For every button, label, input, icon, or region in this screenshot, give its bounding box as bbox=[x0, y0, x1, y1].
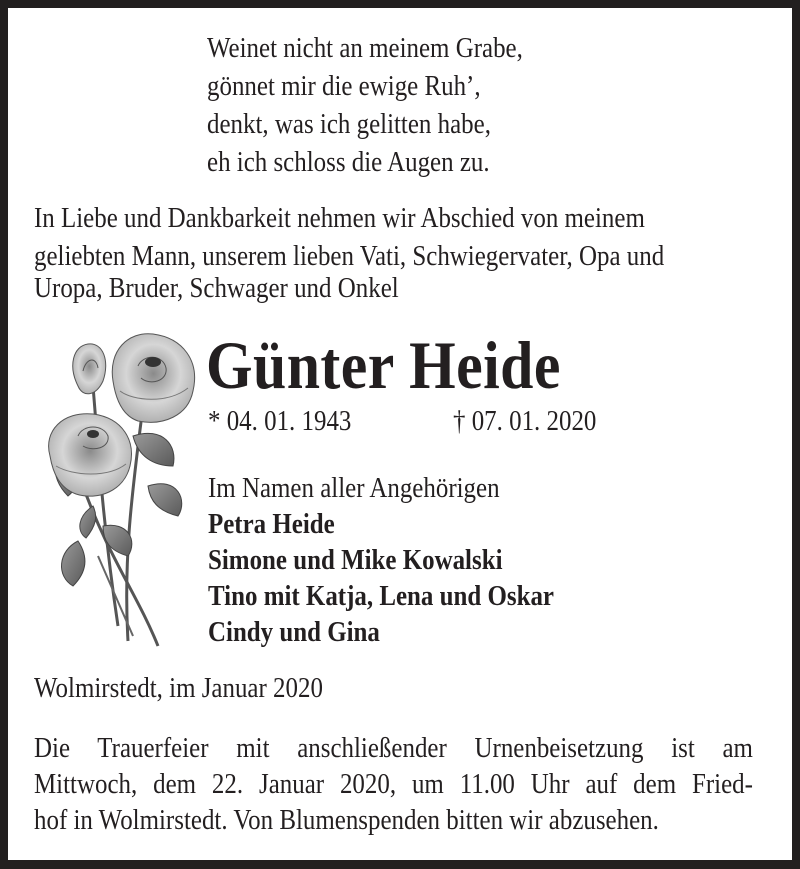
mourner-name: Simone und Mike Kowalski bbox=[208, 544, 503, 576]
deceased-name: Günter Heide bbox=[206, 327, 561, 403]
intro-line: geliebten Mann, unserem lieben Vati, Schwiegervater, Opa und bbox=[34, 240, 665, 272]
signature-lead: Im Namen aller Angehörigen bbox=[208, 472, 500, 504]
poem-line: gönnet mir die ewige Ruh’, bbox=[207, 70, 481, 102]
notice-line: Die Trauerfeier mit anschließender Urnenbeisetzung ist am bbox=[34, 732, 753, 764]
poem-line: denkt, was ich gelitten habe, bbox=[207, 108, 491, 140]
death-date: † 07. 01. 2020 bbox=[453, 405, 597, 437]
poem-line: eh ich schloss die Augen zu. bbox=[207, 146, 490, 178]
mourner-name: Petra Heide bbox=[208, 508, 335, 540]
birth-date: * 04. 01. 1943 bbox=[208, 405, 352, 437]
mourner-name: Cindy und Gina bbox=[208, 616, 380, 648]
intro-line: Uropa, Bruder, Schwager und Onkel bbox=[34, 272, 399, 304]
place-date: Wolmirstedt, im Januar 2020 bbox=[34, 672, 323, 704]
intro-line: In Liebe und Dankbarkeit nehmen wir Abschied von meinem bbox=[34, 202, 645, 234]
roses-illustration-icon bbox=[38, 326, 208, 651]
poem-line: Weinet nicht an meinem Grabe, bbox=[207, 32, 523, 64]
obituary-card bbox=[8, 8, 792, 860]
notice-line: Mittwoch, dem 22. Januar 2020, um 11.00 Uhr auf dem Fried- bbox=[34, 768, 753, 800]
notice-line: hof in Wolmirstedt. Von Blumenspenden bitten wir abzusehen. bbox=[34, 804, 659, 836]
mourner-name: Tino mit Katja, Lena und Oskar bbox=[208, 580, 555, 612]
